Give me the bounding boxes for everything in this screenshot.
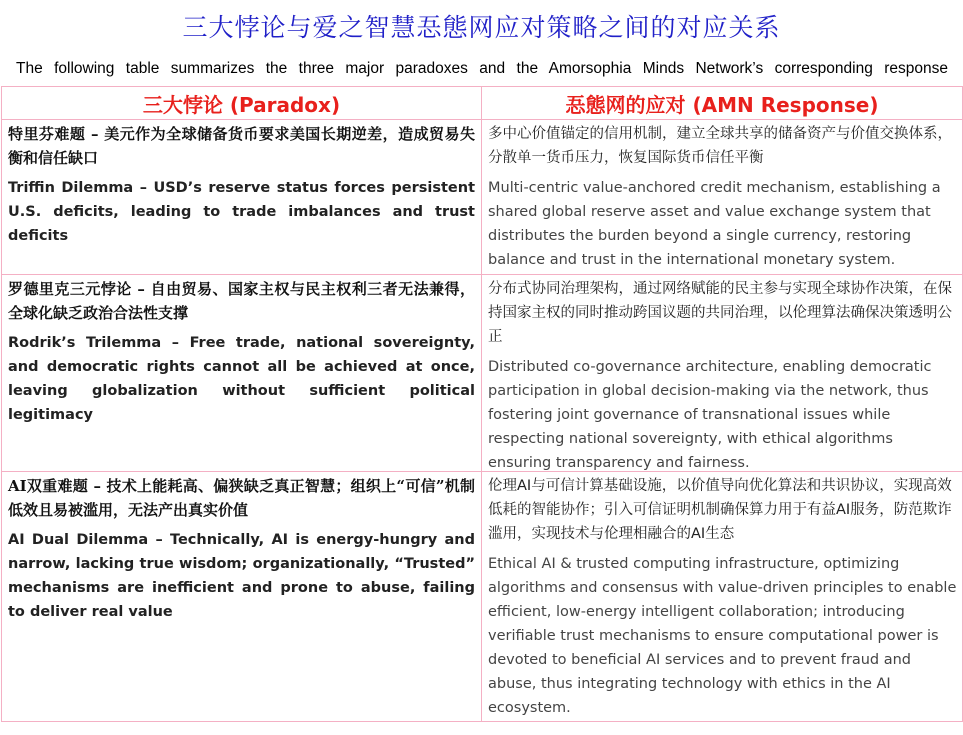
table-row: [2, 120, 963, 275]
response-en-text: Multi-centric value-anchored credit mechanism, establishing a shared global reserve asset and value exchange system that distributes the burden beyond a single currency, restoring balance and trust in the international monetary system.: [488, 180, 941, 268]
paradox-cell: [2, 275, 482, 472]
paradox-zh-text: 特里芬难题 – 美元作为全球储备货币要求美国长期逆差，造成贸易失衡和信任缺口: [8, 125, 475, 167]
paradox-response-table: [1, 86, 963, 722]
page-title: 三大悖论与爱之智慧忢態网应对策略之间的对应关系: [182, 13, 781, 42]
table-row: [2, 472, 963, 722]
paradox-zh-text: AI双重难题 – 技术上能耗高、偏狭缺乏真正智慧；组织上“可信”机制低效且易被滥用，无法产出真实价值: [8, 477, 475, 519]
response-zh-text: 多中心价值锚定的信用机制，建立全球共享的储备资产与价值交换体系，分散单一货币压力，恢复国际货币信任平衡: [488, 126, 952, 166]
paradox-cell: [2, 472, 482, 722]
paradox-en-text: Rodrik’s Trilemma – Free trade, national sovereignty, and democratic rights cannot all be achieved at once, leaving globalization without sufficient political legitimacy: [8, 335, 475, 423]
table-caption: The following table summarizes the three major paradoxes and the Amorsophia Minds Network’s corresponding response: [16, 60, 948, 77]
response-zh-text: 伦理AI与可信计算基础设施，以价值导向优化算法和共识协议，实现高效低耗的智能协作；引入可信证明机制确保算力用于有益AI服务，防范欺诈滥用，实现技术与伦理相融合的AI生态: [488, 478, 952, 542]
header-amn-response: 忢態网的应对 (AMN Response): [482, 87, 963, 120]
paradox-zh-text: 罗德里克三元悖论 – 自由贸易、国家主权与民主权利三者无法兼得，全球化缺乏政治合法性支撑: [8, 280, 475, 322]
paradox-en-text: AI Dual Dilemma – Technically, AI is energy-hungry and narrow, lacking true wisdom; organizationally, “Trusted” mechanisms are inefficient and prone to abuse, failing to deliver real value: [8, 532, 475, 620]
paradox-cell: [2, 120, 482, 275]
table-row: [2, 275, 963, 472]
response-cell: [482, 275, 963, 472]
paradox-en-text: Triffin Dilemma – USD’s reserve status forces persistent U.S. deficits, leading to trade imbalances and trust deficits: [8, 180, 475, 244]
response-cell: [482, 120, 963, 275]
header-paradox: 三大悖论 (Paradox): [2, 87, 482, 120]
response-en-text: Ethical AI & trusted computing infrastructure, optimizing algorithms and consensus with value-driven principles to enable efficient, low-energy intelligent collaboration; introducing verifiable trust mechanisms to ensure computational power is devoted to beneficial AI services and to prevent fraud and abuse, thus integrating technology with ethics in the AI ecosystem.: [488, 556, 957, 716]
response-en-text: Distributed co-governance architecture, enabling democratic participation in global decision-making via the network, thus fostering joint governance of transnational issues while respecting national sovereignty, with ethical algorithms ensuring transparency and fairness.: [488, 359, 932, 471]
table-header-row: [2, 87, 963, 120]
response-zh-text: 分布式协同治理架构，通过网络赋能的民主参与实现全球协作决策，在保持国家主权的同时推动跨国议题的共同治理，以伦理算法确保决策透明公正: [488, 281, 952, 345]
response-cell: [482, 472, 963, 722]
